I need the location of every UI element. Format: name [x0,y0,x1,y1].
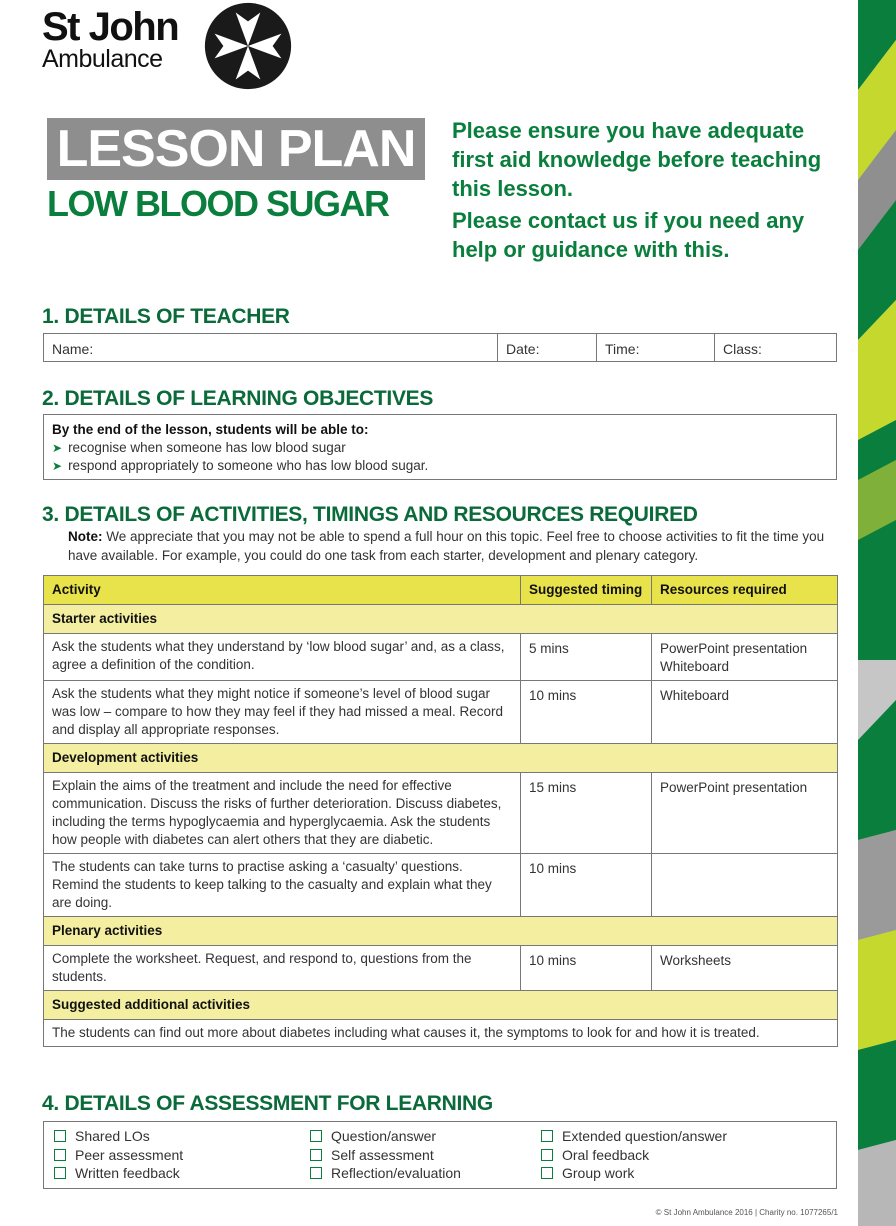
checkbox-label: Peer assessment [75,1146,184,1163]
assessment-box [43,1121,837,1189]
checkbox-shared-los[interactable] [54,1127,183,1146]
checkbox-label: Question/answer [331,1128,437,1144]
class-field[interactable]: Class: [723,341,762,357]
checkbox-icon[interactable] [310,1130,322,1142]
checkbox-reflection[interactable] [310,1164,461,1183]
category-starter: Starter activities [44,605,838,634]
checkbox-oral-feedback[interactable] [541,1146,727,1165]
col-header-timing: Suggested timing [521,576,652,605]
resources-cell [652,854,838,917]
table-row [44,854,838,917]
checkbox-written-feedback[interactable] [54,1164,183,1183]
table-header-row [44,576,838,605]
table-row [44,681,838,744]
col-header-activity: Activity [44,576,521,605]
category-row [44,991,838,1020]
assessment-column-3 [541,1127,727,1183]
notice-line-1: Please ensure you have adequate first aid knowledge before teaching this lesson. [452,118,822,201]
checkbox-extended-question[interactable] [541,1127,727,1146]
checkbox-label: Shared LOs [75,1128,150,1144]
checkbox-question-answer[interactable] [310,1127,461,1146]
copyright-footer: © St John Ambulance 2016 | Charity no. 1077265/1 [655,1208,838,1217]
category-plenary: Plenary activities [44,917,838,946]
checkbox-label: Self assessment [331,1146,434,1163]
checkbox-icon[interactable] [310,1149,322,1161]
objective-text: recognise when someone has low blood sugar [68,440,346,455]
checkbox-group-work[interactable] [541,1164,727,1183]
activities-note [68,527,848,565]
logo-line-1: St John [42,5,179,49]
activities-table [43,575,838,1047]
decorative-stripe [858,0,896,1226]
resources-cell: Whiteboard [652,681,838,744]
logo-line-2: Ambulance [42,45,163,73]
maltese-cross-icon [204,2,292,90]
checkbox-label: Extended question/answer [562,1128,727,1144]
activity-cell: Complete the worksheet. Request, and respond to, questions from the students. [44,946,521,991]
timing-cell: 10 mins [521,854,652,917]
checkbox-icon[interactable] [54,1130,66,1142]
checkbox-icon[interactable] [541,1149,553,1161]
activity-cell: The students can take turns to practise asking a ‘casualty’ questions. Remind the students to keep talking to the casualty and explain what they are doing. [44,854,521,917]
notice-box [452,116,832,264]
note-label: Note: [68,529,103,544]
category-row [44,605,838,634]
objective-item [52,439,828,457]
table-row [44,634,838,681]
lesson-plan-title: LESSON PLAN [47,118,425,180]
topic-title: LOW BLOOD SUGAR [47,183,389,224]
additional-activity-cell: The students can find out more about diabetes including what causes it, the symptoms to look for and how it is treated. [44,1020,838,1047]
table-row [44,1020,838,1047]
checkbox-label: Reflection/evaluation [331,1165,461,1181]
date-field[interactable]: Date: [498,334,597,361]
name-field[interactable]: Name: [44,334,498,361]
objective-item [52,457,828,475]
checkbox-label: Written feedback [75,1165,180,1181]
checkbox-label: Group work [562,1165,635,1181]
checkbox-self-assessment[interactable] [310,1146,461,1165]
note-text: We appreciate that you may not be able to spend a full hour on this topic. Feel free to choose activities to fit the time you have available. For example, you could do one task from each starter, development and plenary category. [68,529,825,563]
activity-cell: Ask the students what they might notice if someone’s level of blood sugar was low – compare to how they may feel if they had missed a meal. Record and display all appropriate responses. [44,681,521,744]
time-field[interactable]: Time: [597,334,715,361]
resources-cell: Worksheets [652,946,838,991]
arrow-icon: ➤ [52,441,63,455]
arrow-icon: ➤ [52,459,63,473]
objectives-box [43,414,837,480]
section-heading-teacher: 1. DETAILS OF TEACHER [42,305,290,328]
table-row [44,946,838,991]
table-row [44,773,838,854]
objective-text: respond appropriately to someone who has low blood sugar. [68,458,429,473]
checkbox-icon[interactable] [541,1130,553,1142]
section-heading-objectives: 2. DETAILS OF LEARNING OBJECTIVES [42,387,434,410]
timing-cell: 10 mins [521,681,652,744]
activity-cell: Explain the aims of the treatment and include the need for effective communication. Discuss the risks of further deterioration. Discuss diabetes, including the terms hypoglycaemia and hyperglycaemia. Ask the students how people with diabetes can alert others that they are diabetic. [44,773,521,854]
assessment-column-1 [54,1127,183,1183]
notice-line-2: Please contact us if you need any help or guidance with this. [452,208,805,262]
category-additional: Suggested additional activities [44,991,838,1020]
timing-cell: 5 mins [521,634,652,681]
section-heading-assessment: 4. DETAILS OF ASSESSMENT FOR LEARNING [42,1092,493,1115]
section-heading-activities: 3. DETAILS OF ACTIVITIES, TIMINGS AND RESOURCES REQUIRED [42,503,698,526]
col-header-resources: Resources required [652,576,838,605]
logo-wordmark [42,5,179,73]
checkbox-peer-assessment[interactable] [54,1146,183,1165]
checkbox-icon[interactable] [54,1167,66,1179]
objectives-intro: By the end of the lesson, students will be able to: [52,422,369,437]
teacher-details-row [43,333,837,362]
checkbox-label: Oral feedback [562,1146,650,1163]
activity-cell: Ask the students what they understand by ‘low blood sugar’ and, as a class, agree a definition of the condition. [44,634,521,681]
checkbox-icon[interactable] [541,1167,553,1179]
timing-cell: 10 mins [521,946,652,991]
timing-cell: 15 mins [521,773,652,854]
resources-cell: PowerPoint presentation [652,773,838,854]
assessment-column-2 [310,1127,461,1183]
category-row [44,917,838,946]
resources-cell: PowerPoint presentation Whiteboard [652,634,838,681]
category-row [44,744,838,773]
checkbox-icon[interactable] [310,1167,322,1179]
category-development: Development activities [44,744,838,773]
checkbox-icon[interactable] [54,1149,66,1161]
